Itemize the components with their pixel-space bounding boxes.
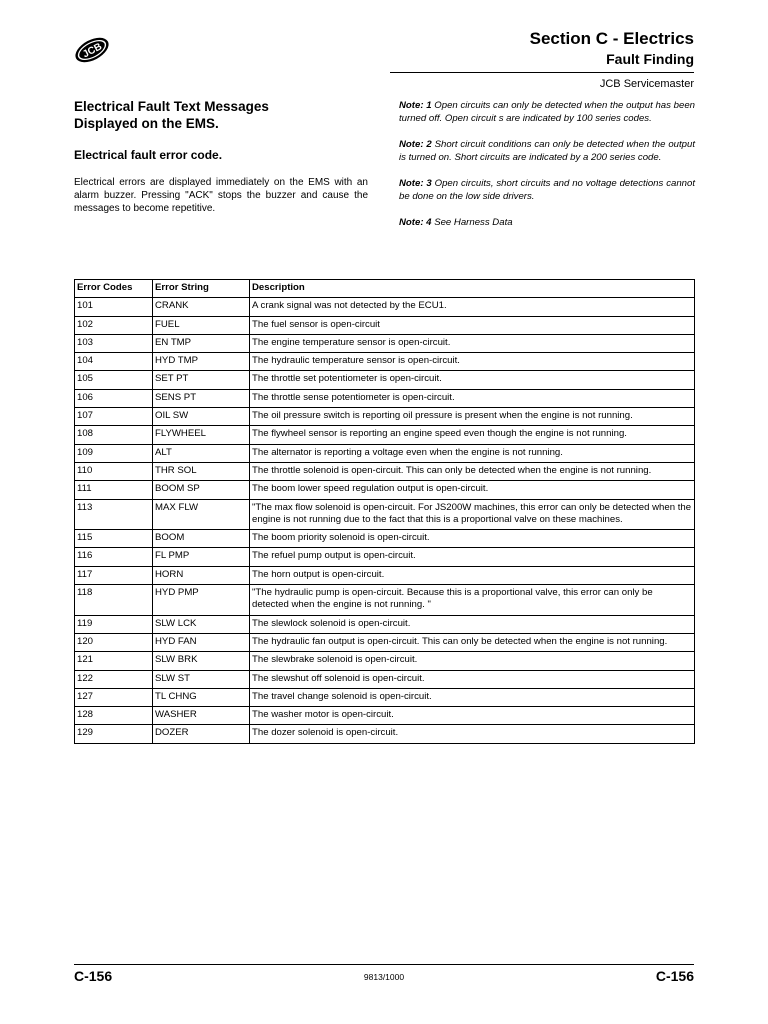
table-row [75,585,695,616]
error-string-cell: CRANK [153,298,250,316]
description-cell: The boom lower speed regulation output is open-circuit. [250,481,695,499]
footer-rule [74,964,694,965]
error-code-cell: 104 [75,353,153,371]
description-cell: The boom priority solenoid is open-circuit. [250,530,695,548]
page-heading-line2: Displayed on the EMS. [74,116,219,131]
document-number: 9813/1000 [363,972,405,982]
description-cell: The travel change solenoid is open-circuit. [250,688,695,706]
error-string-cell: ALT [153,444,250,462]
table-row [75,688,695,706]
error-code-cell: 110 [75,462,153,480]
error-code-cell: 116 [75,548,153,566]
error-code-cell: 105 [75,371,153,389]
error-string-cell: SLW ST [153,670,250,688]
note-1 [399,99,695,125]
page-heading [74,98,374,132]
table-row [75,725,695,743]
note-4 [399,216,695,229]
description-cell: A crank signal was not detected by the ECU1. [250,298,695,316]
error-string-cell: FUEL [153,316,250,334]
error-code-cell: 109 [75,444,153,462]
note-2 [399,138,695,164]
error-string-cell: FLYWHEEL [153,426,250,444]
jcb-logo [72,33,112,67]
error-code-cell: 128 [75,707,153,725]
description-cell: "The max flow solenoid is open-circuit. For JS200W machines, this error can only be detected when the engine is not running due to the fact that this is a proportional valve on these machines. [250,499,695,530]
table-row [75,530,695,548]
error-string-cell: TL CHNG [153,688,250,706]
error-string-cell: BOOM SP [153,481,250,499]
header-rule [390,72,694,73]
table-row [75,652,695,670]
error-string-cell: EN TMP [153,334,250,352]
error-string-cell: MAX FLW [153,499,250,530]
table-row [75,334,695,352]
error-code-cell: 102 [75,316,153,334]
note-3 [399,177,695,203]
intro-paragraph: Electrical errors are displayed immediately on the EMS with an alarm buzzer. Pressing "ACK" stops the buzzer and cause the messages to become repetitive. [74,177,368,214]
table-row [75,371,695,389]
table-row [75,566,695,584]
description-cell: The hydraulic temperature sensor is open-circuit. [250,353,695,371]
error-code-cell: 101 [75,298,153,316]
note-label: Note: 1 [399,100,432,111]
description-cell: The oil pressure switch is reporting oil pressure is present when the engine is not running. [250,408,695,426]
table-row [75,408,695,426]
servicemaster-label: JCB Servicemaster [599,78,694,90]
error-code-cell: 122 [75,670,153,688]
error-string-cell: BOOM [153,530,250,548]
description-cell: The engine temperature sensor is open-circuit. [250,334,695,352]
error-code-cell: 103 [75,334,153,352]
note-text: Open circuits can only be detected when the output has been turned off. Open circuit s are indicated by 100 series codes. [399,100,695,124]
table-row [75,548,695,566]
table-row [75,707,695,725]
description-cell: The horn output is open-circuit. [250,566,695,584]
error-string-cell: SET PT [153,371,250,389]
header-error-string: Error String [153,280,250,298]
error-string-cell: HYD TMP [153,353,250,371]
error-code-cell: 118 [75,585,153,616]
description-cell: The washer motor is open-circuit. [250,707,695,725]
error-code-cell: 117 [75,566,153,584]
description-cell: The hydraulic fan output is open-circuit. This can only be detected when the engine is not running. [250,633,695,651]
error-code-cell: 120 [75,633,153,651]
description-cell: The flywheel sensor is reporting an engine speed even though the engine is not running. [250,426,695,444]
error-string-cell: SLW BRK [153,652,250,670]
note-text: Short circuit conditions can only be detected when the output is turned on. Short circuits are indicated by a 200 series code. [399,139,696,163]
description-cell: The throttle solenoid is open-circuit. This can only be detected when the engine is not running. [250,462,695,480]
description-cell: "The hydraulic pump is open-circuit. Because this is a proportional valve, this error can only be detected when the engine is not running. " [250,585,695,616]
table-row [75,389,695,407]
error-code-cell: 115 [75,530,153,548]
table-row [75,670,695,688]
logo-text: JCB [81,41,104,61]
description-cell: The throttle sense potentiometer is open-circuit. [250,389,695,407]
error-code-cell: 121 [75,652,153,670]
page-number-right: C-156 [655,968,694,984]
subheading: Electrical fault error code. [74,148,223,162]
table-row [75,462,695,480]
error-code-cell: 106 [75,389,153,407]
error-code-cell: 108 [75,426,153,444]
description-cell: The dozer solenoid is open-circuit. [250,725,695,743]
notes-block [399,99,695,242]
page-number-left: C-156 [74,968,113,984]
error-code-cell: 113 [75,499,153,530]
page-heading-line1: Electrical Fault Text Messages [74,99,269,114]
error-code-cell: 129 [75,725,153,743]
error-code-table [74,279,695,744]
table-body [75,298,695,743]
error-code-cell: 107 [75,408,153,426]
table-row [75,316,695,334]
table-row [75,499,695,530]
note-label: Note: 4 [399,217,432,228]
description-cell: The slewbrake solenoid is open-circuit. [250,652,695,670]
note-text: Open circuits, short circuits and no voltage detections cannot be done on the low side drivers. [399,178,696,202]
error-code-cell: 111 [75,481,153,499]
error-string-cell: OIL SW [153,408,250,426]
error-code-cell: 119 [75,615,153,633]
description-cell: The throttle set potentiometer is open-circuit. [250,371,695,389]
note-text: See Harness Data [434,217,513,228]
error-string-cell: HYD PMP [153,585,250,616]
header-error-codes: Error Codes [75,280,153,298]
table-row [75,298,695,316]
description-cell: The alternator is reporting a voltage even when the engine is not running. [250,444,695,462]
error-string-cell: WASHER [153,707,250,725]
error-string-cell: SLW LCK [153,615,250,633]
error-code-cell: 127 [75,688,153,706]
note-label: Note: 3 [399,178,432,189]
header-description: Description [250,280,695,298]
table-row [75,444,695,462]
table-row [75,633,695,651]
error-string-cell: HORN [153,566,250,584]
error-string-cell: FL PMP [153,548,250,566]
description-cell: The refuel pump output is open-circuit. [250,548,695,566]
note-label: Note: 2 [399,139,432,150]
error-string-cell: SENS PT [153,389,250,407]
error-string-cell: HYD FAN [153,633,250,651]
subsection-title: Fault Finding [606,51,694,67]
description-cell: The slewlock solenoid is open-circuit. [250,615,695,633]
description-cell: The slewshut off solenoid is open-circuit. [250,670,695,688]
table-row [75,426,695,444]
table-row [75,615,695,633]
error-string-cell: DOZER [153,725,250,743]
section-title: Section C - Electrics [529,29,694,48]
error-string-cell: THR SOL [153,462,250,480]
description-cell: The fuel sensor is open-circuit [250,316,695,334]
table-row [75,481,695,499]
table-row [75,353,695,371]
table-header-row [75,280,695,298]
